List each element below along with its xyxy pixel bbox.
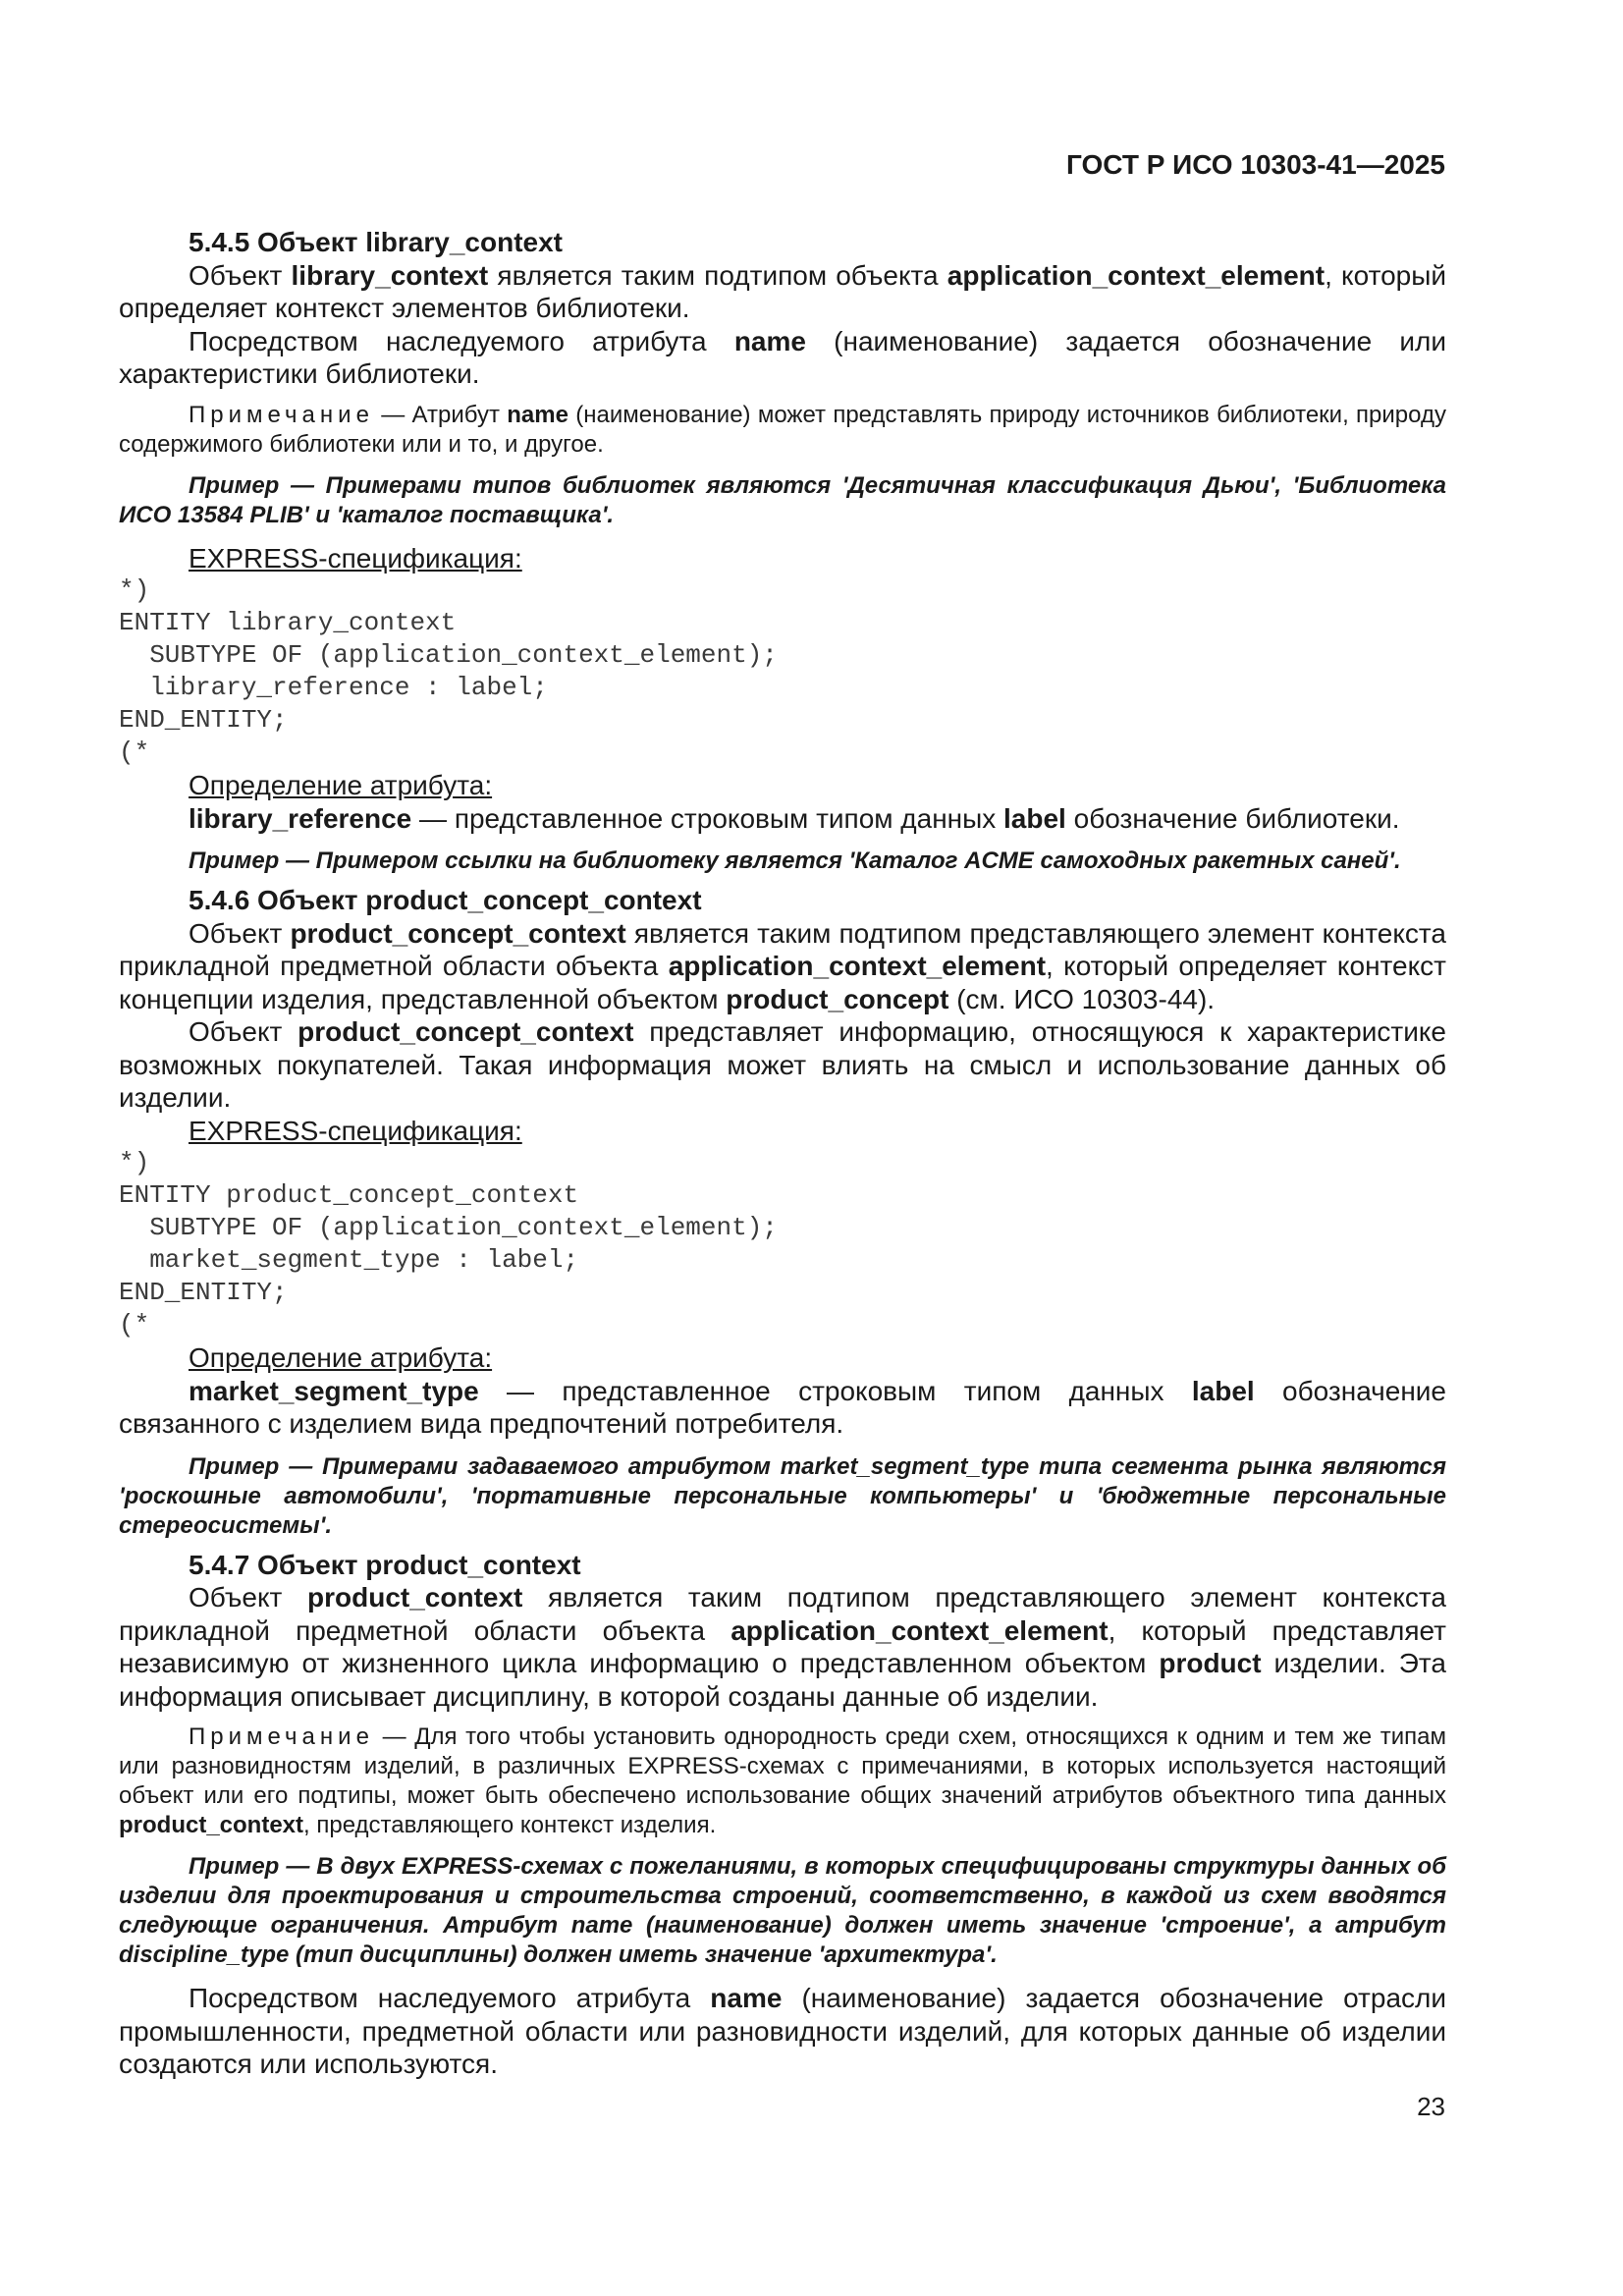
paragraph: Объект product_context является таким подтипом представляющего элемент контекста прикладной предметной области объекта application_context_element, который представляет независимую от жизненного цикла информацию о представленном объектом product изделии. Эта информация описывает дисциплину, в которой созданы данные об изделии. xyxy=(119,1582,1446,1712)
attribute-definition-label: Определение атрибута: xyxy=(189,1342,493,1373)
section-5-4-6 xyxy=(119,884,1446,1541)
example: Пример — Примерами задаваемого атрибутом market_segment_type типа сегмента рынка являются 'роскошные автомобили', 'портативные персональные компьютеры' и 'бюджетные персональные стереосистемы'. xyxy=(119,1452,1446,1539)
section-heading: 5.4.5 Объект library_context xyxy=(189,227,563,257)
attribute-definition: market_segment_type — представленное строковым типом данных label обозначение связанного с изделием вида предпочтений потребителя. xyxy=(119,1375,1446,1439)
express-spec-label: EXPRESS-спецификация: xyxy=(189,542,522,574)
example: Пример — Примером ссылки на библиотеку является 'Каталог ACME самоходных ракетных саней'. xyxy=(189,847,1401,874)
paragraph: Объект library_context является таким подтипом объекта application_context_element, который определяет контекст элементов библиотеки. xyxy=(119,259,1446,323)
note: Примечание — Для того чтобы установить однородность среди схем, относящихся к одним и тем же типам или разновидностям изделий, в различных EXPRESS-схемах с примечаниями, в которых используется настоящий объект или его подтипы, может быть обеспечено использование общих значений атрибутов объектного типа данных product_context, представляющего контекст изделия. xyxy=(119,1723,1446,1838)
paragraph: Объект product_concept_context представляет информацию, относящуюся к характеристике возможных покупателей. Такая информация может влиять на смысл и использование данных об изделии. xyxy=(119,1016,1446,1113)
express-spec-label: EXPRESS-спецификация: xyxy=(189,1115,522,1146)
section-heading: 5.4.6 Объект product_concept_context xyxy=(189,885,702,915)
note: Примечание — Атрибут name (наименование) может представлять природу источников библиотеки, природу содержимого библиотеки или и то, и другое. xyxy=(119,401,1446,458)
document-code-header: ГОСТ Р ИСО 10303-41—2025 xyxy=(1066,149,1445,180)
section-5-4-7 xyxy=(119,1549,1446,2081)
paragraph: Посредством наследуемого атрибута name (наименование) задается обозначение или характеристики библиотеки. xyxy=(119,325,1446,389)
example: Пример — Примерами типов библиотек являются 'Десятичная классификация Дьюи', 'Библиотека ИСО 13584 PLIB' и 'каталог поставщика'. xyxy=(119,471,1446,528)
paragraph: Объект product_concept_context является таким подтипом представляющего элемент контекста прикладной предметной области объекта application_context_element, который определяет контекст концепции изделия, представленной объектом product_concept (см. ИСО 10303-44). xyxy=(119,917,1447,1014)
example: Пример — В двух EXPRESS-схемах с пожеланиями, в которых специфицированы структуры данных об изделии для проектирования и строительства строений, соответственно, в каждой из схем вводятся следующие ограничения. Атрибут name (наименование) должен иметь значение 'строение', а атрибут discipline_type (тип дисциплины) должен иметь значение 'архитектура'. xyxy=(119,1853,1446,1968)
express-code-block: *) ENTITY product_concept_context SUBTYPE OF (application_context_element); market_segment_type : label; END_ENTITY; (* xyxy=(119,1148,778,1339)
page-number: 23 xyxy=(1417,2092,1445,2121)
page-content xyxy=(119,226,1446,2081)
paragraph: Посредством наследуемого атрибута name (наименование) задается обозначение отрасли промышленности, предметной области или разновидности изделий, для которых данные об изделии создаются или используются. xyxy=(119,1983,1447,2079)
attribute-definition: library_reference — представленное строковым типом данных label обозначение библиотеки. xyxy=(189,802,1400,834)
express-code-block: *) ENTITY library_context SUBTYPE OF (application_context_element); library_reference : label; END_ENTITY; (* xyxy=(119,575,778,767)
section-5-4-5 xyxy=(119,226,1446,876)
section-heading: 5.4.7 Объект product_context xyxy=(189,1549,581,1580)
attribute-definition-label: Определение атрибута: xyxy=(189,770,493,800)
